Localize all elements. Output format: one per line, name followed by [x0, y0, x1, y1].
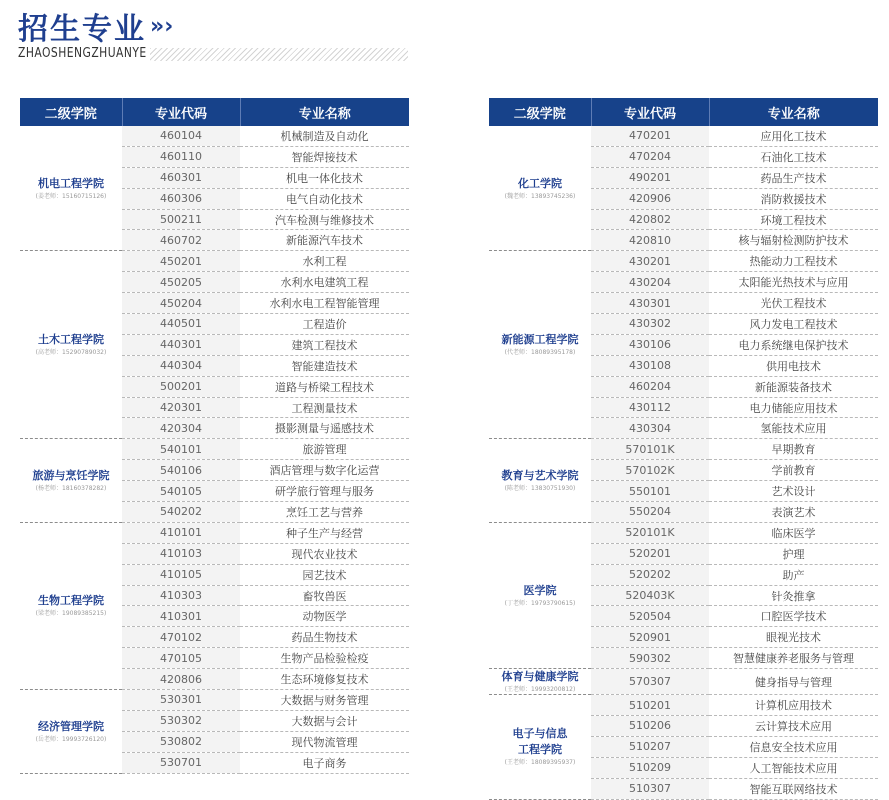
major-code: 510206	[591, 716, 709, 737]
major-code: 410301	[122, 606, 240, 627]
major-name: 电气自动化技术	[240, 188, 409, 209]
major-name: 口腔医学技术	[709, 606, 878, 627]
page-subtitle: ZHAOSHENGZHUANYE	[18, 46, 147, 61]
major-code: 470105	[122, 648, 240, 669]
decorative-stripe	[150, 48, 408, 61]
chevron-right-icon: »›	[150, 13, 174, 39]
major-code: 520504	[591, 606, 709, 627]
major-name: 早期教育	[709, 439, 878, 460]
header-name: 专业名称	[240, 98, 409, 126]
majors-table-left	[20, 98, 409, 774]
major-code: 420304	[122, 418, 240, 439]
major-code: 520403K	[591, 585, 709, 606]
major-name: 园艺技术	[240, 564, 409, 585]
major-name: 表演艺术	[709, 502, 878, 523]
table-header-row	[489, 98, 878, 126]
major-name: 风力发电工程技术	[709, 314, 878, 335]
table-row	[489, 126, 878, 146]
major-code: 550101	[591, 481, 709, 502]
college-contact: (杨老师：18160378282)	[35, 485, 107, 493]
college-name: 生物工程学院	[38, 594, 104, 608]
major-name: 电子商务	[240, 752, 409, 773]
college-name: 体育与健康学院	[501, 670, 579, 684]
college-contact: (丁老师：19793790615)	[504, 600, 576, 608]
college-contact: (梁老师：19089385215)	[35, 610, 107, 618]
college-name: 土木工程学院	[38, 333, 104, 347]
table-row	[489, 439, 878, 460]
college-cell	[489, 522, 591, 668]
major-code: 460204	[591, 376, 709, 397]
major-name: 新能源汽车技术	[240, 230, 409, 251]
table-row	[489, 669, 878, 695]
major-name: 药品生物技术	[240, 627, 409, 648]
college-name: 电子与信息 工程学院	[512, 727, 568, 757]
college-name: 机电工程学院	[38, 176, 104, 190]
major-name: 水利水电建筑工程	[240, 272, 409, 293]
college-name: 化工学院	[518, 176, 562, 190]
major-code: 460104	[122, 126, 240, 146]
major-name: 道路与桥梁工程技术	[240, 376, 409, 397]
major-code: 490201	[591, 167, 709, 188]
major-name: 畜牧兽医	[240, 585, 409, 606]
major-code: 540202	[122, 502, 240, 523]
major-name: 生物产品检验检疫	[240, 648, 409, 669]
major-name: 酒店管理与数字化运营	[240, 460, 409, 481]
major-name: 光伏工程技术	[709, 293, 878, 314]
major-code: 420810	[591, 230, 709, 251]
major-code: 440501	[122, 314, 240, 335]
header-code: 专业代码	[122, 98, 240, 126]
major-code: 430301	[591, 293, 709, 314]
major-code: 440304	[122, 355, 240, 376]
major-code: 410105	[122, 564, 240, 585]
major-code: 570102K	[591, 460, 709, 481]
major-name: 环境工程技术	[709, 209, 878, 230]
major-code: 520201	[591, 543, 709, 564]
major-name: 摄影测量与遥感技术	[240, 418, 409, 439]
major-name: 核与辐射检测防护技术	[709, 230, 878, 251]
major-name: 助产	[709, 564, 878, 585]
major-name: 眼视光技术	[709, 627, 878, 648]
major-name: 汽车检测与维修技术	[240, 209, 409, 230]
major-code: 540101	[122, 439, 240, 460]
major-code: 420802	[591, 209, 709, 230]
header-name: 专业名称	[709, 98, 878, 126]
major-code: 520901	[591, 627, 709, 648]
major-code: 430106	[591, 334, 709, 355]
major-name: 水利工程	[240, 251, 409, 272]
major-name: 水利水电工程智能管理	[240, 293, 409, 314]
major-code: 410303	[122, 585, 240, 606]
major-code: 420806	[122, 669, 240, 690]
major-code: 590302	[591, 648, 709, 669]
major-code: 540105	[122, 481, 240, 502]
college-name: 经济管理学院	[38, 719, 104, 733]
section-header	[18, 4, 173, 48]
major-name: 石油化工技术	[709, 146, 878, 167]
table-header-row	[20, 98, 409, 126]
major-name: 种子生产与经营	[240, 522, 409, 543]
major-name: 临床医学	[709, 522, 878, 543]
college-cell	[20, 126, 122, 251]
major-name: 热能动力工程技术	[709, 251, 878, 272]
major-name: 应用化工技术	[709, 126, 878, 146]
major-code: 470102	[122, 627, 240, 648]
major-code: 510307	[591, 778, 709, 799]
table-row	[489, 695, 878, 716]
major-code: 460110	[122, 146, 240, 167]
major-code: 430304	[591, 418, 709, 439]
table-row	[20, 126, 409, 146]
major-name: 艺术设计	[709, 481, 878, 502]
major-code: 450205	[122, 272, 240, 293]
major-name: 电力储能应用技术	[709, 397, 878, 418]
major-code: 440301	[122, 334, 240, 355]
major-name: 太阳能光热技术与应用	[709, 272, 878, 293]
college-contact: (魏老师：13893745236)	[504, 192, 576, 200]
major-name: 护理	[709, 543, 878, 564]
major-code: 530302	[122, 710, 240, 731]
college-contact: (姜老师：15160715126)	[35, 192, 107, 200]
header-code: 专业代码	[591, 98, 709, 126]
college-name: 教育与艺术学院	[501, 469, 579, 483]
college-cell	[20, 690, 122, 774]
major-name: 现代农业技术	[240, 543, 409, 564]
header-college: 二级学院	[489, 98, 591, 126]
major-name: 电力系统继电保护技术	[709, 334, 878, 355]
major-code: 530301	[122, 690, 240, 711]
major-code: 510207	[591, 736, 709, 757]
major-code: 430112	[591, 397, 709, 418]
college-cell	[489, 669, 591, 695]
major-name: 智能互联网络技术	[709, 778, 878, 799]
major-name: 大数据与财务管理	[240, 690, 409, 711]
major-name: 烹饪工艺与营养	[240, 502, 409, 523]
major-code: 430204	[591, 272, 709, 293]
major-name: 机电一体化技术	[240, 167, 409, 188]
major-code: 550204	[591, 502, 709, 523]
header-college: 二级学院	[20, 98, 122, 126]
major-code: 410101	[122, 522, 240, 543]
major-code: 520101K	[591, 522, 709, 543]
table-row	[20, 522, 409, 543]
major-name: 人工智能技术应用	[709, 757, 878, 778]
major-code: 420301	[122, 397, 240, 418]
major-name: 智慧健康养老服务与管理	[709, 648, 878, 669]
college-contact: (王老师：18089395937)	[504, 759, 576, 767]
table-row	[20, 690, 409, 711]
major-name: 新能源装备技术	[709, 376, 878, 397]
major-name: 消防救援技术	[709, 188, 878, 209]
college-name: 医学院	[523, 584, 557, 598]
college-contact: (代老师：18089395178)	[504, 349, 576, 357]
major-name: 建筑工程技术	[240, 334, 409, 355]
major-name: 云计算技术应用	[709, 716, 878, 737]
college-cell	[489, 439, 591, 523]
major-name: 智能建造技术	[240, 355, 409, 376]
major-name: 健身指导与管理	[709, 669, 878, 695]
major-name: 生态环境修复技术	[240, 669, 409, 690]
college-contact: (王老师：19993200812)	[504, 686, 576, 694]
table-row	[489, 251, 878, 272]
major-code: 470204	[591, 146, 709, 167]
college-cell	[20, 522, 122, 689]
table-row	[20, 439, 409, 460]
major-name: 氢能技术应用	[709, 418, 878, 439]
college-cell	[489, 126, 591, 251]
major-code: 570101K	[591, 439, 709, 460]
major-code: 530701	[122, 752, 240, 773]
major-name: 工程测量技术	[240, 397, 409, 418]
table-row	[489, 522, 878, 543]
major-code: 570307	[591, 669, 709, 695]
major-code: 430201	[591, 251, 709, 272]
major-name: 机械制造及自动化	[240, 126, 409, 146]
major-code: 500211	[122, 209, 240, 230]
major-name: 现代物流管理	[240, 731, 409, 752]
major-code: 430108	[591, 355, 709, 376]
college-cell	[20, 439, 122, 523]
major-code: 410103	[122, 543, 240, 564]
major-name: 供用电技术	[709, 355, 878, 376]
major-code: 460702	[122, 230, 240, 251]
major-name: 大数据与会计	[240, 710, 409, 731]
page-title: 招生专业	[18, 12, 146, 47]
major-code: 520202	[591, 564, 709, 585]
major-name: 学前教育	[709, 460, 878, 481]
table-row	[20, 251, 409, 272]
major-name: 工程造价	[240, 314, 409, 335]
major-code: 530802	[122, 731, 240, 752]
major-code: 450201	[122, 251, 240, 272]
major-code: 460306	[122, 188, 240, 209]
college-name: 新能源工程学院	[501, 333, 579, 347]
college-contact: (岳老师：19993726120)	[35, 735, 107, 743]
major-code: 540106	[122, 460, 240, 481]
college-cell	[489, 695, 591, 799]
major-name: 旅游管理	[240, 439, 409, 460]
major-code: 510209	[591, 757, 709, 778]
major-code: 470201	[591, 126, 709, 146]
major-name: 研学旅行管理与服务	[240, 481, 409, 502]
major-name: 智能焊接技术	[240, 146, 409, 167]
major-code: 450204	[122, 293, 240, 314]
major-name: 信息安全技术应用	[709, 736, 878, 757]
major-code: 460301	[122, 167, 240, 188]
major-name: 动物医学	[240, 606, 409, 627]
major-name: 计算机应用技术	[709, 695, 878, 716]
college-cell	[489, 251, 591, 439]
college-name: 旅游与烹饪学院	[32, 469, 110, 483]
major-code: 510201	[591, 695, 709, 716]
college-contact: (高老师：15290789032)	[35, 349, 107, 357]
college-cell	[20, 251, 122, 439]
major-code: 430302	[591, 314, 709, 335]
major-code: 500201	[122, 376, 240, 397]
major-code: 420906	[591, 188, 709, 209]
college-contact: (陈老师：13830751930)	[504, 485, 576, 493]
major-name: 针灸推拿	[709, 585, 878, 606]
major-name: 药品生产技术	[709, 167, 878, 188]
majors-table-right	[489, 98, 878, 800]
